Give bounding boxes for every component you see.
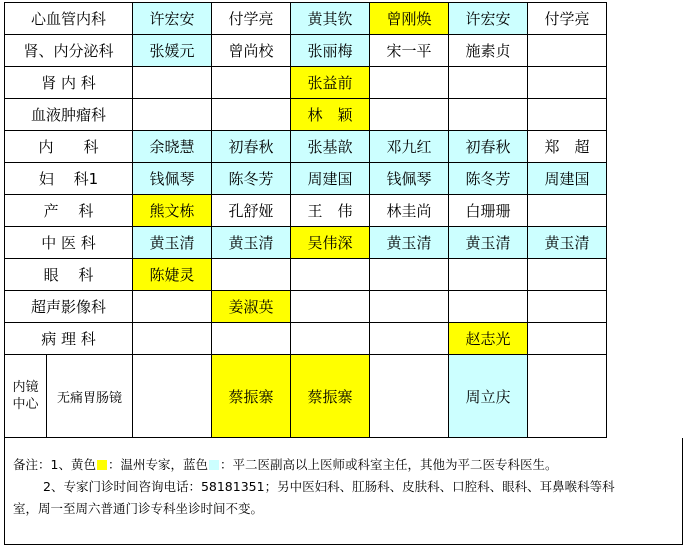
doctor-cell: 张丽梅 bbox=[291, 35, 370, 67]
doctor-cell: 许宏安 bbox=[133, 3, 212, 35]
note-line-2: 2、专家门诊时间咨询电话：58181351；另中医妇科、肛肠科、皮肤科、口腔科、眼科、耳鼻喉科等科 bbox=[43, 479, 615, 494]
doctor-cell: 邓九红 bbox=[370, 131, 449, 163]
doctor-cell: 付学亮 bbox=[212, 3, 291, 35]
doctor-cell: 黄玉清 bbox=[212, 227, 291, 259]
note-line-3: 室，周一至周六普通门诊专科坐诊时间不变。 bbox=[13, 501, 264, 516]
schedule-row bbox=[5, 131, 685, 163]
doctor-cell: 孔舒娅 bbox=[212, 195, 291, 227]
doctor-cell bbox=[370, 291, 449, 323]
doctor-cell: 林 颖 bbox=[291, 99, 370, 131]
yellow-swatch bbox=[97, 460, 107, 470]
doctor-cell bbox=[370, 323, 449, 355]
department-cell: 产 科 bbox=[5, 195, 133, 227]
department-cell: 肾、内分泌科 bbox=[5, 35, 133, 67]
note-blue-meaning: ：平二医副高以上医师或科室主任，其他为平二医专科医生。 bbox=[219, 457, 558, 472]
doctor-cell: 黄其钦 bbox=[291, 3, 370, 35]
schedule-row-endoscopy bbox=[5, 355, 685, 438]
doctor-cell: 陈冬芳 bbox=[449, 163, 528, 195]
doctor-cell: 黄玉清 bbox=[528, 227, 607, 259]
doctor-cell: 郑 超 bbox=[528, 131, 607, 163]
doctor-cell bbox=[449, 291, 528, 323]
doctor-cell: 黄玉清 bbox=[133, 227, 212, 259]
doctor-cell: 蔡振寨 bbox=[212, 355, 291, 438]
doctor-cell: 张益前 bbox=[291, 67, 370, 99]
department-cell: 病 理 科 bbox=[5, 323, 133, 355]
doctor-cell: 蔡振寨 bbox=[291, 355, 370, 438]
doctor-cell: 宋一平 bbox=[370, 35, 449, 67]
doctor-cell: 初春秋 bbox=[212, 131, 291, 163]
doctor-cell bbox=[370, 67, 449, 99]
doctor-cell bbox=[528, 291, 607, 323]
notes-box bbox=[4, 438, 683, 545]
doctor-cell bbox=[370, 355, 449, 438]
doctor-cell: 许宏安 bbox=[449, 3, 528, 35]
schedule-row bbox=[5, 323, 685, 355]
note-yellow-meaning: ：温州专家，蓝色 bbox=[107, 457, 208, 472]
doctor-cell bbox=[370, 259, 449, 291]
doctor-cell bbox=[133, 323, 212, 355]
department-endoscopy-center: 内镜 中心 bbox=[5, 355, 47, 438]
schedule-row bbox=[5, 163, 685, 195]
doctor-cell bbox=[133, 67, 212, 99]
doctor-cell: 曾刚焕 bbox=[370, 3, 449, 35]
department-cell: 中 医 科 bbox=[5, 227, 133, 259]
doctor-cell: 周立庆 bbox=[449, 355, 528, 438]
doctor-cell bbox=[133, 291, 212, 323]
doctor-cell: 姜淑英 bbox=[212, 291, 291, 323]
doctor-cell bbox=[449, 259, 528, 291]
department-cell: 内 科 bbox=[5, 131, 133, 163]
doctor-cell: 陈冬芳 bbox=[212, 163, 291, 195]
doctor-cell bbox=[133, 99, 212, 131]
blue-swatch bbox=[209, 460, 219, 470]
department-cell: 血液肿瘤科 bbox=[5, 99, 133, 131]
doctor-cell: 张基歆 bbox=[291, 131, 370, 163]
doctor-cell bbox=[291, 259, 370, 291]
schedule-row bbox=[5, 291, 685, 323]
doctor-cell bbox=[528, 67, 607, 99]
doctor-cell: 钱佩琴 bbox=[133, 163, 212, 195]
schedule-row bbox=[5, 227, 685, 259]
doctor-cell: 林圭尚 bbox=[370, 195, 449, 227]
doctor-cell bbox=[212, 259, 291, 291]
doctor-cell: 周建国 bbox=[528, 163, 607, 195]
doctor-cell bbox=[212, 323, 291, 355]
doctor-cell bbox=[212, 99, 291, 131]
doctor-cell: 初春秋 bbox=[449, 131, 528, 163]
doctor-cell: 曾尚校 bbox=[212, 35, 291, 67]
doctor-cell: 钱佩琴 bbox=[370, 163, 449, 195]
doctor-cell: 陈婕灵 bbox=[133, 259, 212, 291]
doctor-cell: 吴伟深 bbox=[291, 227, 370, 259]
doctor-cell bbox=[370, 99, 449, 131]
department-cell: 超声影像科 bbox=[5, 291, 133, 323]
doctor-cell: 周建国 bbox=[291, 163, 370, 195]
doctor-cell bbox=[449, 67, 528, 99]
doctor-cell: 黄玉清 bbox=[449, 227, 528, 259]
doctor-cell: 余晓慧 bbox=[133, 131, 212, 163]
doctor-cell bbox=[528, 195, 607, 227]
doctor-cell bbox=[528, 35, 607, 67]
doctor-cell bbox=[212, 67, 291, 99]
doctor-cell: 张媛元 bbox=[133, 35, 212, 67]
department-cell: 肾 内 科 bbox=[5, 67, 133, 99]
note-line-1 bbox=[13, 454, 678, 476]
department-cell: 眼 科 bbox=[5, 259, 133, 291]
doctor-cell bbox=[291, 323, 370, 355]
doctor-cell bbox=[133, 355, 212, 438]
doctor-cell: 付学亮 bbox=[528, 3, 607, 35]
doctor-cell bbox=[291, 291, 370, 323]
schedule-row bbox=[5, 3, 685, 35]
doctor-cell: 王 伟 bbox=[291, 195, 370, 227]
schedule-row bbox=[5, 35, 685, 67]
doctor-cell: 熊文栋 bbox=[133, 195, 212, 227]
department-cell: 妇 科1 bbox=[5, 163, 133, 195]
doctor-cell: 白珊珊 bbox=[449, 195, 528, 227]
note-prefix: 备注：1、黄色 bbox=[13, 457, 96, 472]
doctor-cell bbox=[449, 99, 528, 131]
department-cell: 心血管内科 bbox=[5, 3, 133, 35]
schedule-row bbox=[5, 67, 685, 99]
doctor-cell: 黄玉清 bbox=[370, 227, 449, 259]
schedule-row bbox=[5, 195, 685, 227]
doctor-cell bbox=[528, 355, 607, 438]
doctor-cell bbox=[528, 99, 607, 131]
schedule-table bbox=[4, 2, 685, 438]
doctor-cell bbox=[528, 323, 607, 355]
schedule-row bbox=[5, 259, 685, 291]
schedule-row bbox=[5, 99, 685, 131]
doctor-cell: 赵志光 bbox=[449, 323, 528, 355]
doctor-cell: 施素贞 bbox=[449, 35, 528, 67]
doctor-cell bbox=[528, 259, 607, 291]
department-painless-endoscopy: 无痛胃肠镜 bbox=[47, 355, 133, 438]
